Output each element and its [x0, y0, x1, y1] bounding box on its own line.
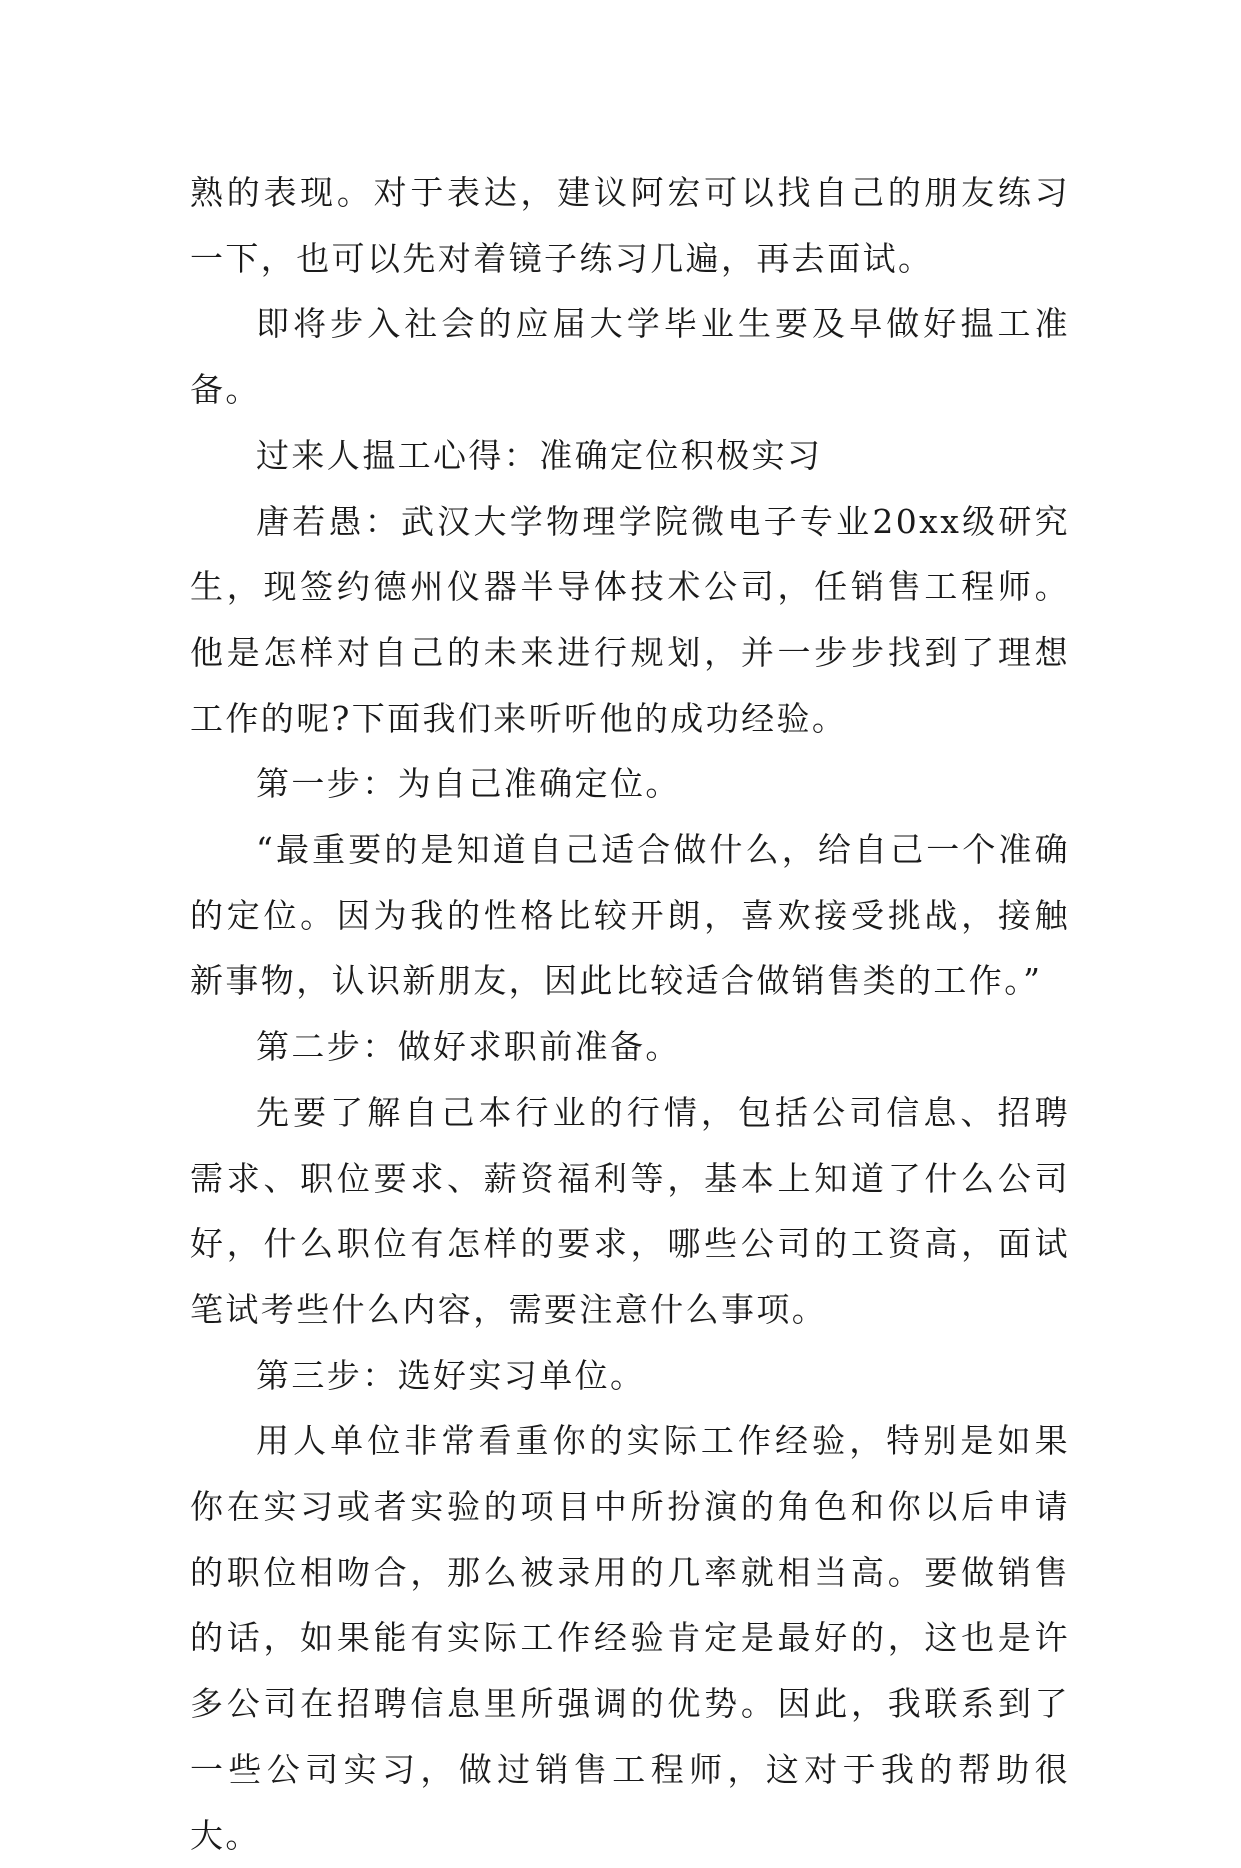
paragraph-quote: “最重要的是知道自己适合做什么，给自己一个准确的定位。因为我的性格比较开朗，喜欢接受挑战，接触新事物，认识新朋友，因此比较适合做销售类的工作。”: [190, 830, 1070, 1001]
document-body: [190, 160, 1070, 1868]
step-two-heading: 第二步：做好求职前准备。: [256, 1027, 681, 1067]
paragraph-profile: 唐若愚：武汉大学物理学院微电子专业20xx级研究生，现签约德州仪器半导体技术公司，任销售工程师。他是怎样对自己的未来进行规划，并一步步找到了理想工作的呢?下面我们来听听他的成功经验。: [190, 501, 1070, 738]
paragraph-intro: 即将步入社会的应届大学毕业生要及早做好揾工准备。: [190, 304, 1070, 410]
paragraph-continued: 熟的表现。对于表达，建议阿宏可以找自己的朋友练习一下，也可以先对着镜子练习几遍，再去面试。: [190, 173, 1070, 278]
section-heading: 过来人揾工心得：准确定位积极实习: [256, 435, 823, 475]
paragraph-internship: 用人单位非常看重你的实际工作经验，特别是如果你在实习或者实验的项目中所扮演的角色和你以后申请的职位相吻合，那么被录用的几率就相当高。要做销售的话，如果能有实际工作经验肯定是最好的，这也是许多公司在招聘信息里所强调的优势。因此，我联系到了一些公司实习，做过销售工程师，这对于我的帮助很大。: [190, 1421, 1070, 1855]
step-one-heading: 第一步：为自己准确定位。: [256, 764, 681, 804]
paragraph-preparation: 先要了解自己本行业的行情，包括公司信息、招聘需求、职位要求、薪资福利等，基本上知道了什么公司好，什么职位有怎样的要求，哪些公司的工资高，面试笔试考些什么内容，需要注意什么事项。: [190, 1092, 1070, 1329]
step-three-heading: 第三步：选好实习单位。: [256, 1355, 646, 1395]
